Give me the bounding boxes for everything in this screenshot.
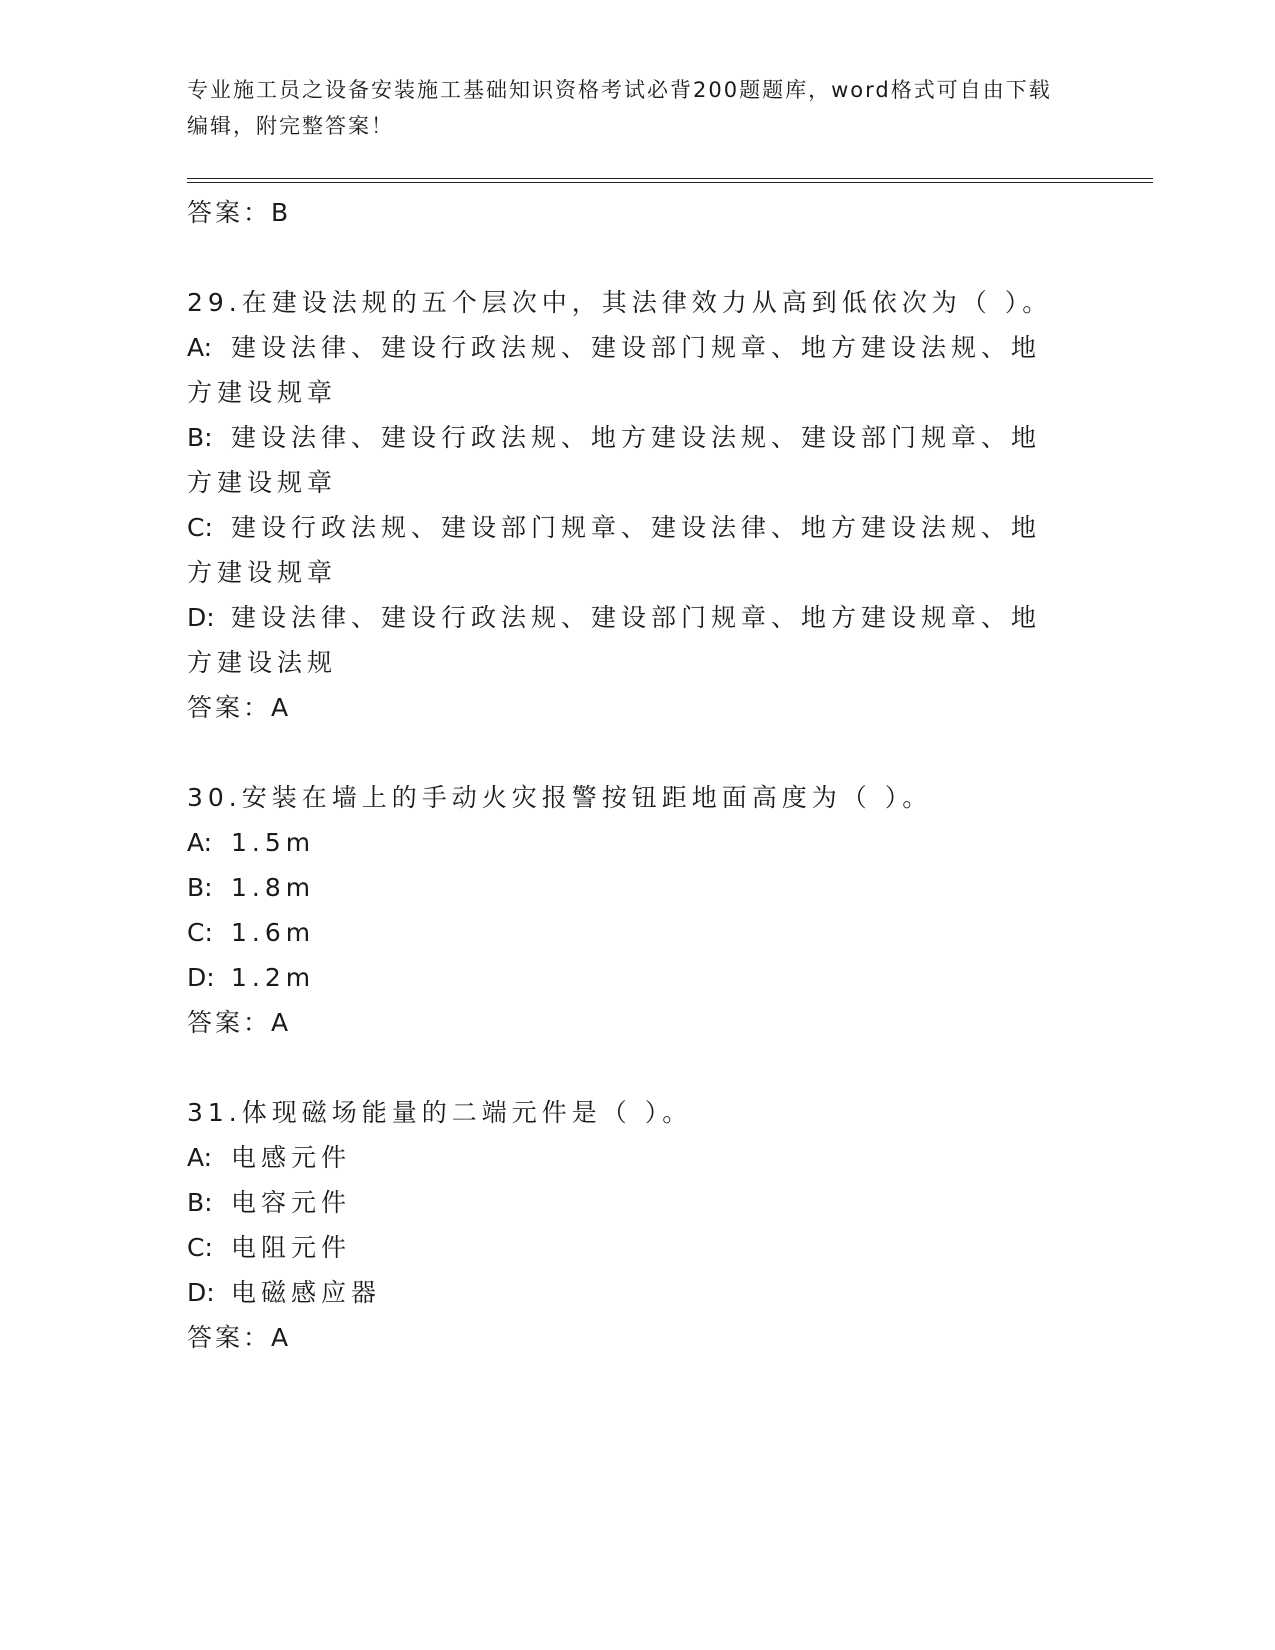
option-label: B: <box>187 423 213 452</box>
option-label: B: <box>187 1188 213 1217</box>
option-text: 电感元件 <box>231 1143 352 1172</box>
option-text: 1.8m <box>231 873 316 902</box>
option-a <box>187 1135 1067 1180</box>
option-text: 建设法律、建设行政法规、建设部门规章、地方建设规章、地方建设法规 <box>187 603 1042 677</box>
previous-answer: 答案：B <box>187 198 292 227</box>
option-label: C: <box>187 918 213 947</box>
question-list <box>187 190 1067 1361</box>
question-stem: 30.安装在墙上的手动火灾报警按钮距地面高度为（ ）。 <box>187 783 933 812</box>
option-label: D: <box>187 603 215 632</box>
option-a <box>187 325 1067 415</box>
option-label: A: <box>187 333 213 362</box>
option-text: 建设法律、建设行政法规、地方建设法规、建设部门规章、地方建设规章 <box>187 423 1042 497</box>
option-label: A: <box>187 828 213 857</box>
option-label: C: <box>187 513 213 542</box>
option-text: 1.2m <box>231 963 316 992</box>
option-b <box>187 865 1067 910</box>
answer-line: 答案：A <box>187 693 292 722</box>
option-text: 1.5m <box>231 828 316 857</box>
option-d <box>187 595 1067 685</box>
option-label: B: <box>187 873 213 902</box>
option-label: D: <box>187 963 215 992</box>
option-text: 电磁感应器 <box>231 1278 382 1307</box>
option-label: C: <box>187 1233 213 1262</box>
question-stem: 29.在建设法规的五个层次中，其法律效力从高到低依次为（ ）。 <box>187 288 1053 317</box>
option-c <box>187 505 1067 595</box>
option-text: 建设法律、建设行政法规、建设部门规章、地方建设法规、地方建设规章 <box>187 333 1042 407</box>
option-d <box>187 1270 1067 1315</box>
option-text: 电阻元件 <box>231 1233 352 1262</box>
answer-line: 答案：A <box>187 1008 292 1037</box>
option-c <box>187 1225 1067 1270</box>
option-text: 1.6m <box>231 918 316 947</box>
option-text: 电容元件 <box>231 1188 352 1217</box>
question-stem: 31.体现磁场能量的二端元件是（ ）。 <box>187 1098 693 1127</box>
option-label: A: <box>187 1143 213 1172</box>
option-b <box>187 415 1067 505</box>
option-b <box>187 1180 1067 1225</box>
answer-line: 答案：A <box>187 1323 292 1352</box>
document-header: 专业施工员之设备安装施工基础知识资格考试必背200题题库，word格式可自由下载编辑，附完整答案！ <box>187 78 1052 138</box>
option-text: 建设行政法规、建设部门规章、建设法律、地方建设法规、地方建设规章 <box>187 513 1042 587</box>
question-block <box>187 280 1067 731</box>
option-c <box>187 910 1067 955</box>
option-label: D: <box>187 1278 215 1307</box>
option-d <box>187 955 1067 1000</box>
question-block <box>187 1090 1067 1361</box>
option-a <box>187 820 1067 865</box>
question-block <box>187 775 1067 1046</box>
header-divider <box>187 178 1153 183</box>
